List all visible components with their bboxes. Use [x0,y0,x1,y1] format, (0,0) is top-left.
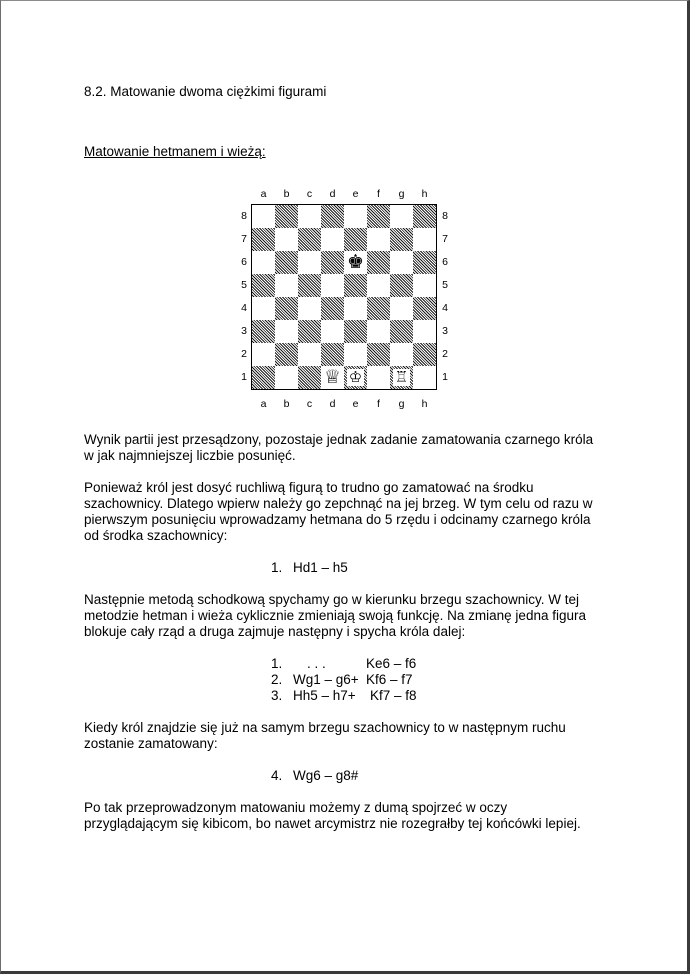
square-e1 [344,366,367,389]
file-label: f [377,398,380,410]
square-b3 [275,320,298,343]
square-h1 [413,366,436,389]
square-b2 [275,343,298,366]
square-b1 [275,366,298,389]
file-label: f [377,188,380,200]
rank-label: 1 [241,371,247,383]
file-label: g [398,188,405,200]
square-g5 [390,274,413,297]
square-b7 [275,228,298,251]
square-d7 [321,228,344,251]
move-black: Ke6 – f6 [366,656,417,671]
file-label: g [398,398,405,410]
move-white: Wg1 – g6+ [293,672,359,687]
move-white: Wg6 – g8# [293,768,359,783]
file-label: c [306,188,313,200]
square-e5 [344,274,367,297]
file-label: e [352,188,359,200]
rank-label: 6 [442,256,448,268]
move-black: Kf7 – f8 [370,688,417,703]
rank-label: 8 [241,210,247,222]
square-b6 [275,251,298,274]
file-label: b [283,188,290,200]
file-label: b [283,398,290,410]
move-number: 3. [271,688,283,703]
move-white: Hh5 – h7+ [293,688,356,703]
square-c8 [298,205,321,228]
rank-label: 2 [241,348,247,360]
square-f2 [367,343,390,366]
square-f5 [367,274,390,297]
square-a1 [252,366,275,389]
white-king-icon: ♔ [348,368,363,386]
rank-label: 5 [241,279,247,291]
square-f7 [367,228,390,251]
square-g7 [390,228,413,251]
square-f1 [367,366,390,389]
square-e7 [344,228,367,251]
square-e4 [344,297,367,320]
square-a4 [252,297,275,320]
paragraph-1-line-1: Wynik partii jest przesądzony, pozostaje jednak zadanie zamatowania czarnego króla [84,432,594,447]
rank-label: 3 [442,325,448,337]
black-king-icon: ♚ [346,251,365,273]
paragraph-4-line-1: Kiedy król znajdzie się już na samym brzegu szachownicy to w następnym ruchu [84,720,566,735]
square-c1 [298,366,321,389]
square-h2 [413,343,436,366]
square-d4 [321,297,344,320]
white-rook-icon: ♖ [394,368,409,386]
square-e3 [344,320,367,343]
square-a7 [252,228,275,251]
file-label: d [329,188,336,200]
rank-label: 5 [442,279,448,291]
rank-label: 1 [442,371,448,383]
chapter-heading: 8.2. Matowanie dwoma ciężkimi figurami [84,84,327,99]
move-black: Kf6 – f7 [366,672,413,687]
square-g3 [390,320,413,343]
file-label: h [421,188,428,200]
paragraph-2-line-4: od środka szachownicy: [84,528,228,543]
square-a6 [252,251,275,274]
rank-label: 7 [241,233,247,245]
move-white: . . . [307,656,326,671]
square-e8 [344,205,367,228]
rank-label: 7 [442,233,448,245]
section-title: Matowanie hetmanem i wieżą: [84,144,266,159]
move-number: 4. [271,768,283,783]
square-g2 [390,343,413,366]
file-label: h [421,398,428,410]
file-label: c [306,398,313,410]
square-h8 [413,205,436,228]
square-b8 [275,205,298,228]
square-d1 [321,366,344,389]
square-a3 [252,320,275,343]
paragraph-2-line-2: szachownicy. Dlatego wpierw należy go zepchnąć na jej brzeg. W tym celu od razu w [84,496,593,511]
square-h4 [413,297,436,320]
square-g4 [390,297,413,320]
rank-label: 4 [442,302,448,314]
square-a8 [252,205,275,228]
square-c7 [298,228,321,251]
paragraph-1-line-2: w jak najmniejszej liczbie posunięć. [84,448,296,463]
square-c4 [298,297,321,320]
paragraph-3-line-1: Następnie metodą schodkową spychamy go w kierunku brzegu szachownicy. W tej [84,592,579,607]
square-d8 [321,205,344,228]
square-b4 [275,297,298,320]
paragraph-4-line-2: zostanie zamatowany: [84,736,218,751]
square-h5 [413,274,436,297]
square-f6 [367,251,390,274]
square-h6 [413,251,436,274]
paragraph-2-line-1: Ponieważ król jest dosyć ruchliwą figurą to trudno go zamatować na środku [84,480,534,495]
square-f3 [367,320,390,343]
paragraph-3-line-2: metodzie hetman i wieża cyklicznie zmieniają swoją funkcję. Na zmianę jedna figura [84,608,586,623]
square-c5 [298,274,321,297]
square-a5 [252,274,275,297]
square-d2 [321,343,344,366]
file-label: e [352,398,359,410]
paragraph-5-line-1: Po tak przeprowadzonym matowaniu możemy z dumą spojrzeć w oczy [84,800,508,815]
square-h3 [413,320,436,343]
rank-label: 2 [442,348,448,360]
square-c3 [298,320,321,343]
file-label: d [329,398,336,410]
rank-label: 8 [442,210,448,222]
square-g8 [390,205,413,228]
rank-label: 3 [241,325,247,337]
chess-diagram [230,186,462,416]
square-e2 [344,343,367,366]
square-d6 [321,251,344,274]
square-c2 [298,343,321,366]
move-number: 1. [271,656,283,671]
square-c6 [298,251,321,274]
square-g6 [390,251,413,274]
square-f8 [367,205,390,228]
square-d5 [321,274,344,297]
file-label: a [260,188,267,200]
paragraph-2-line-3: pierwszym posunięciu wprowadzamy hetmana do 5 rzędu i odcinamy czarnego króla [84,512,591,527]
square-h7 [413,228,436,251]
square-d3 [321,320,344,343]
paragraph-5-line-2: przyglądającym się kibicom, bo nawet arcymistrz nie rozegrałby tej końcówki lepiej. [84,816,581,831]
rank-label: 4 [241,302,247,314]
square-b5 [275,274,298,297]
paragraph-3-line-3: blokuje cały rząd a druga zajmuje następny i spycha króla dalej: [84,624,466,639]
move-number: 2. [271,672,283,687]
square-g1 [390,366,413,389]
rank-label: 6 [241,256,247,268]
move-white: Hd1 – h5 [293,560,348,575]
square-a2 [252,343,275,366]
chessboard [251,204,437,390]
move-number: 1. [271,560,283,575]
white-queen-icon: ♕ [323,366,342,388]
square-e6 [344,251,367,274]
file-label: a [260,398,267,410]
square-f4 [367,297,390,320]
